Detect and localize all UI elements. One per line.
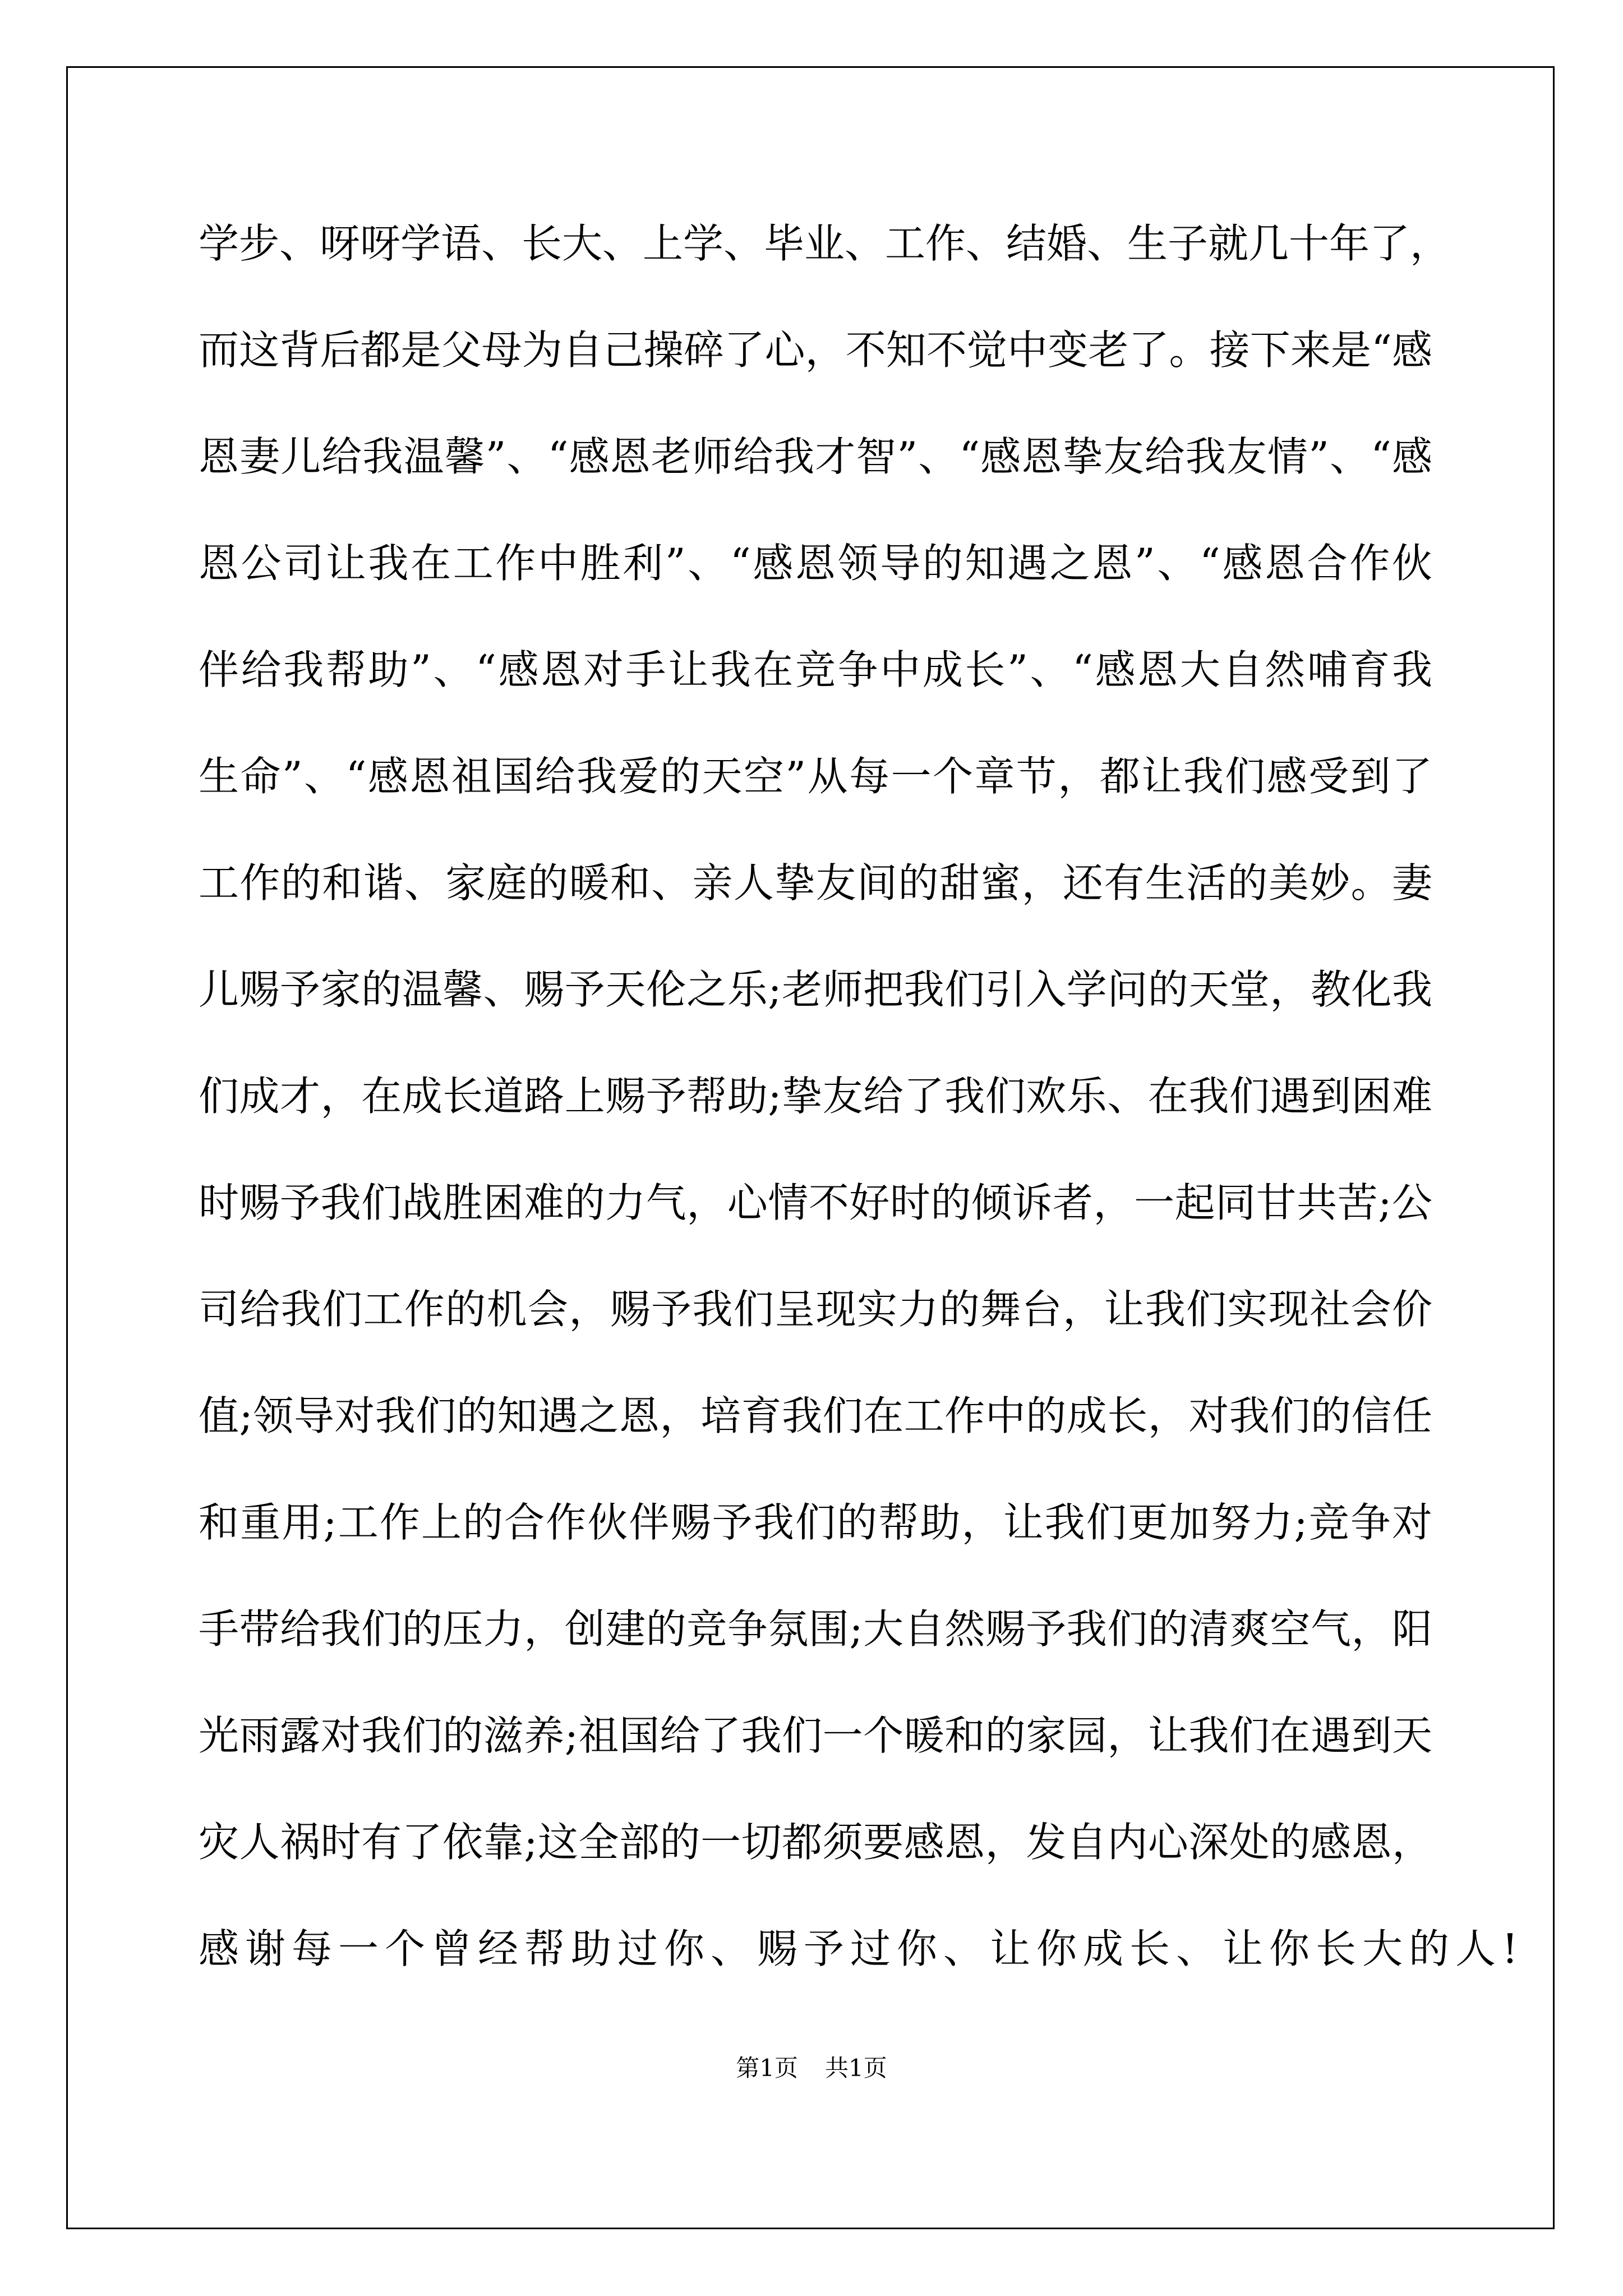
text-line-4: 恩公司让我在工作中胜利”、“感恩领导的知遇之恩”、“感恩合作伙 — [199, 540, 1432, 587]
document-body — [199, 210, 1524, 2022]
text-line-10: 时赐予我们战胜困难的力气，心情不好时的倾诉者，一起同甘共苦;公 — [199, 1179, 1432, 1226]
page-number-total: 共1页 — [825, 2054, 887, 2082]
text-line-5: 伴给我帮助”、“感恩对手让我在竞争中成长”、“感恩大自然哺育我 — [199, 646, 1432, 693]
text-line-6: 生命”、“感恩祖国给我爱的天空”从每一个章节，都让我们感受到了 — [199, 753, 1432, 800]
page-footer — [0, 2050, 1623, 2083]
text-line-14: 手带给我们的压力，创建的竞争氛围;大自然赐予我们的清爽空气，阳 — [199, 1605, 1432, 1653]
text-line-9: 们成才，在成长道路上赐予帮助;挚友给了我们欢乐、在我们遇到困难 — [199, 1073, 1432, 1120]
page-number-current: 第1页 — [736, 2054, 798, 2082]
text-line-12: 值;领导对我们的知遇之恩，培育我们在工作中的成长，对我们的信任 — [199, 1392, 1432, 1439]
text-line-3: 恩妻儿给我温馨”、“感恩老师给我才智”、“感恩挚友给我友情”、“感 — [199, 433, 1432, 480]
text-line-11: 司给我们工作的机会，赐予我们呈现实力的舞台，让我们实现社会价 — [199, 1286, 1432, 1333]
text-line-17: 感谢每一个曾经帮助过你、赐予过你、让你成长、让你长大的人! — [199, 1925, 1524, 1972]
text-line-15: 光雨露对我们的滋养;祖国给了我们一个暖和的家园，让我们在遇到天 — [199, 1712, 1432, 1759]
text-line-2: 而这背后都是父母为自己操碎了心，不知不觉中变老了。接下来是“感 — [199, 326, 1432, 374]
text-line-7: 工作的和谐、家庭的暖和、亲人挚友间的甜蜜，还有生活的美妙。妻 — [199, 859, 1432, 907]
text-line-13: 和重用;工作上的合作伙伴赐予我们的帮助，让我们更加努力;竞争对 — [199, 1499, 1432, 1546]
text-line-8: 儿赐予家的温馨、赐予天伦之乐;老师把我们引入学问的天堂，教化我 — [199, 966, 1432, 1013]
text-line-16: 灾人祸时有了依靠;这全部的一切都须要感恩，发自内心深处的感恩， — [199, 1819, 1432, 1866]
text-line-1: 学步、呀呀学语、长大、上学、毕业、工作、结婚、生子就几十年了， — [199, 220, 1451, 267]
